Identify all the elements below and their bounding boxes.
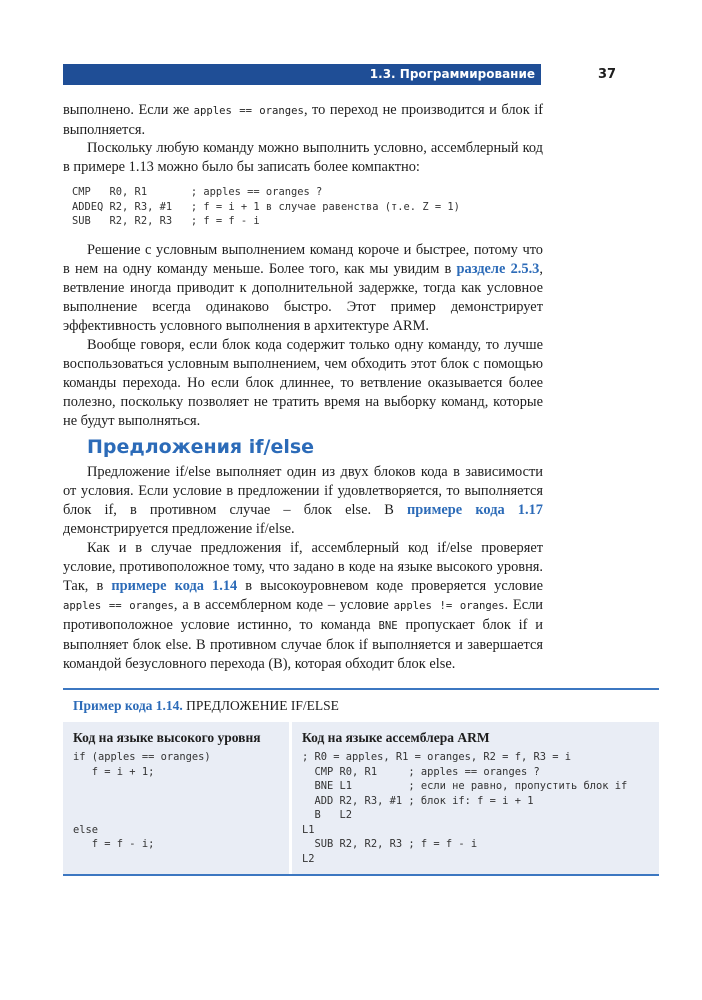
high-level-code-column bbox=[63, 722, 292, 874]
paragraph-2: Поскольку любую команду можно выполнить условно, ассемблерный код в примере 1.13 можно было бы записать более компактно: bbox=[63, 140, 543, 175]
paragraph-6-text-b: в высокоуровневом коде проверяется условие bbox=[237, 578, 543, 594]
paragraph-6-text-d: . Если противоположное условие истинно, то команда bbox=[63, 597, 543, 633]
paragraph-6-text-e: пропускает блок if и выполняет блок else. В противном случае блок if выполняется и завершается командой безусловного перехода (B), которая обходит блок else. bbox=[63, 617, 543, 672]
link-section-2-5-3[interactable]: разделе 2.5.3 bbox=[456, 261, 540, 277]
assembly-code: ; R0 = apples, R1 = oranges, R2 = f, R3 = i CMP R0, R1 ; apples == oranges ? BNE L1 ; если не равно, пропустить блок if ADD R2, R3, #1 ; блок if: f = i + 1 B L2 L1 SUB R2, R2, R3 ; f = f - i L2 bbox=[302, 751, 628, 865]
paragraph-6 bbox=[63, 539, 543, 674]
example-caption bbox=[63, 690, 659, 722]
paragraph-3 bbox=[63, 241, 543, 336]
paragraph-6-text-a: Как и в случае предложения if, ассемблерный код if/else проверяет условие, противоположное тому, что задано в коде на языке высокого уровня. Так, в bbox=[63, 540, 543, 594]
link-code-example-1-14[interactable]: примере кода 1.14 bbox=[111, 578, 238, 594]
paragraph-4: Вообще говоря, если блок кода содержит только одну команду, то лучше воспользоваться условным выполнением, чем обходить этот блок с помощью команды перехода. Но если блок длиннее, то ветвление оказывается более полезно, поскольку позволяет не тратить время на выборку команд, которые не будут выполняться. bbox=[63, 337, 543, 429]
inline-code-apples-neq: apples != oranges bbox=[393, 600, 505, 612]
example-caption-title: ПРЕДЛОЖЕНИЕ IF/ELSE bbox=[182, 698, 339, 713]
paragraph-3-text-a: Решение с условным выполнением команд короче и быстрее, потому что в нем на одну команду меньше. Более того, как мы увидим в bbox=[63, 242, 543, 277]
paragraph-3-text-b: , ветвление иногда приводит к дополнительной задержке, тогда как условное выполнение всегда одинаково быстро. Этот пример демонстрирует эффективность условного выполнения в архитектуре ARM. bbox=[63, 261, 543, 334]
paragraph-1-text-a: выполнено. Если же bbox=[63, 102, 194, 118]
code-example-1-14 bbox=[63, 688, 659, 876]
high-level-code: if (apples == oranges) f = i + 1; else f = f - i; bbox=[73, 751, 211, 850]
paragraph-5-text-a: Предложение if/else выполняет один из двух блоков кода в зависимости от условия. Если условие в предложении if удовлетворяется, то выполняется блок if, в противном случае – блок else. В bbox=[63, 464, 543, 518]
inline-code-bne: BNE bbox=[378, 620, 398, 632]
inline-code-apples-eq: apples == oranges bbox=[63, 600, 174, 612]
page-number: 37 bbox=[598, 67, 617, 82]
assembly-code-column bbox=[292, 722, 659, 874]
paragraph-1-text-b: , то переход не производится и блок if выполняется. bbox=[63, 102, 543, 138]
inline-code-apples-eq-oranges: apples == oranges bbox=[193, 105, 304, 117]
running-header bbox=[63, 64, 541, 85]
paragraph-6-text-c: , а в ассемблерном коде – условие bbox=[173, 597, 394, 613]
paragraph-1 bbox=[63, 101, 543, 140]
assembly-code-header: Код на языке ассемблера ARM bbox=[302, 730, 490, 745]
code-listing-conditional: CMP R0, R1 ; apples == oranges ? ADDEQ R2, R3, #1 ; f = i + 1 в случае равенства (т.е. Z = 1) SUB R2, R2, R3 ; f = f - i bbox=[72, 186, 460, 227]
paragraph-5 bbox=[63, 463, 543, 539]
link-code-example-1-17[interactable]: примере кода 1.17 bbox=[407, 502, 543, 518]
running-header-section: 1.3. Программирование bbox=[369, 67, 535, 81]
paragraph-5-text-b: демонстрируется предложение if/else. bbox=[63, 521, 295, 537]
high-level-code-header: Код на языке высокого уровня bbox=[73, 730, 261, 745]
section-heading-if-else: Предложения if/else bbox=[87, 436, 315, 458]
example-caption-label: Пример кода 1.14. bbox=[73, 698, 183, 713]
example-table bbox=[63, 722, 659, 874]
